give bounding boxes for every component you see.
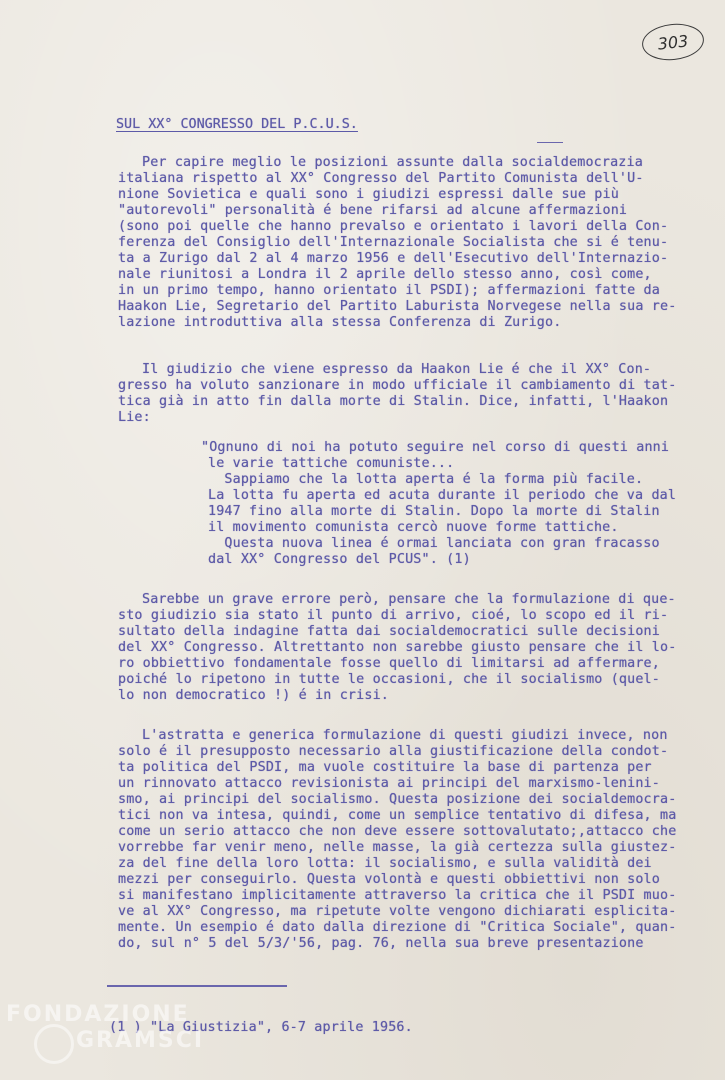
text-line: sto giudizio sia stato il punto di arrivo, cioé, lo scopo ed il ri- <box>118 608 669 623</box>
text-line: italiana rispetto al XX° Congresso del Partito Comunista dell'U- <box>118 171 644 186</box>
quote-line: "Ognuno di noi ha potuto seguire nel corso di questi anni <box>201 440 670 455</box>
text-line: lazione introduttiva alla stessa Conferenza di Zurigo. <box>118 315 562 330</box>
watermark-text: GRAMSCI <box>76 1028 205 1053</box>
text-line: ferenza del Consiglio dell'Internazionale Socialista che si é tenu- <box>118 235 669 250</box>
text-line: "autorevoli" personalità é bene rifarsi ad alcune affermazioni <box>118 203 628 218</box>
text-line: nale riunitosi a Londra il 2 aprile dello stesso anno, così come, <box>118 267 652 282</box>
text-line: solo é il presupposto necessario alla giustificazione della condot- <box>118 744 669 759</box>
watermark-logo <box>4 1002 204 1080</box>
text-line: ve al XX° Congresso, ma ripetute volte vengono dichiarati esplicita- <box>118 904 677 919</box>
quote-line: le varie tattiche comuniste... <box>208 456 455 471</box>
text-line: in un primo tempo, hanno orientato il PSDI); affermazioni fatte da <box>118 283 660 298</box>
quote-line: Questa nuova linea é ormai lanciata con gran fracasso <box>208 536 660 551</box>
watermark-text: FONDAZIONE <box>6 1002 190 1027</box>
text-line: (sono poi quelle che hanno prevalso e orientato i lavori della Con- <box>118 219 669 234</box>
text-line: Il giudizio che viene espresso da Haakon Lie é che il XX° Con- <box>142 362 652 377</box>
text-line: del XX° Congresso. Altrettanto non sarebbe giusto pensare che il lo- <box>118 640 677 655</box>
text-line: un rinnovato attacco revisionista ai principi del marxismo-lenini- <box>118 776 660 791</box>
text-line: ta politica del PSDI, ma vuole costituire la base di partenza per <box>118 760 652 775</box>
text-line: Lie: <box>118 410 151 425</box>
text-line: poiché lo ripetono in tutte le occasioni, che il socialismo (quel- <box>118 672 660 687</box>
document-title: SUL XX° CONGRESSO DEL P.C.U.S. <box>116 117 358 132</box>
text-line: Haakon Lie, Segretario del Partito Laburista Norvegese nella sua re- <box>118 299 677 314</box>
text-line: ta a Zurigo dal 2 al 4 marzo 1956 e dell'Esecutivo dell'Internazio- <box>118 251 669 266</box>
text-line: tica già in atto fin dalla morte di Stalin. Dice, infatti, l'Haakon <box>118 394 669 409</box>
text-line: do, sul n° 5 del 5/3/'56, pag. 76, nella sua breve presentazione <box>118 936 644 951</box>
text-line: Sarebbe un grave errore però, pensare che la formulazione di que- <box>142 592 676 607</box>
text-line: ro obbiettivo fondamentale fosse quello di limitarsi ad affermare, <box>118 656 660 671</box>
quote-line: dal XX° Congresso del PCUS". (1) <box>208 552 471 567</box>
footnote: (1 ) "La Giustizia", 6-7 aprile 1956. <box>109 1020 413 1035</box>
page-number-stamp <box>640 21 705 63</box>
text-line: L'astratta e generica formulazione di questi giudizi invece, non <box>142 728 668 743</box>
text-line: come un serio attacco che non deve essere sottovalutato;,attacco che <box>118 824 677 839</box>
text-line: vorrebbe far venir meno, nelle masse, la già certezza sulla giustez- <box>118 840 677 855</box>
quote-line: il movimento comunista cercò nuove forme tattiche. <box>208 520 619 535</box>
text-line: gresso ha voluto sanzionare in modo ufficiale il cambiamento di tat- <box>118 378 677 393</box>
quote-line: Sappiamo che la lotta aperta é la forma più facile. <box>208 472 644 487</box>
text-line: mente. Un esempio é dato dalla direzione di "Critica Sociale", quan- <box>118 920 677 935</box>
quote-line: 1947 fino alla morte di Stalin. Dopo la morte di Stalin <box>208 504 660 519</box>
text-line: sultato della indagine fatta dai socialdemocratici sulle decisioni <box>118 624 660 639</box>
footnote-divider <box>107 985 287 987</box>
text-line: si manifestano implicitamente attraverso la critica che il PSDI muo- <box>118 888 677 903</box>
text-line: Per capire meglio le posizioni assunte dalla socialdemocrazia <box>142 155 643 170</box>
ink-dash <box>537 142 563 143</box>
text-line: tici non va intesa, quindi, come un semplice tentativo di difesa, ma <box>118 808 677 823</box>
text-line: mezzi per conseguirlo. Questa volontà e questi obbiettivi non solo <box>118 872 660 887</box>
text-line: lo non democratico !) é in crisi. <box>118 688 389 703</box>
page-number: 303 <box>656 30 690 54</box>
watermark-emblem-icon <box>34 1024 74 1064</box>
text-line: nione Sovietica e quali sono i giudizi espressi dalle sue più <box>118 187 619 202</box>
quote-line: La lotta fu aperta ed acuta durante il periodo che va dal <box>208 488 677 503</box>
text-line: smo, ai principi del socialismo. Questa posizione dei socialdemocra- <box>118 792 677 807</box>
text-line: za del fine della loro lotta: il socialismo, e sulla validità dei <box>118 856 652 871</box>
